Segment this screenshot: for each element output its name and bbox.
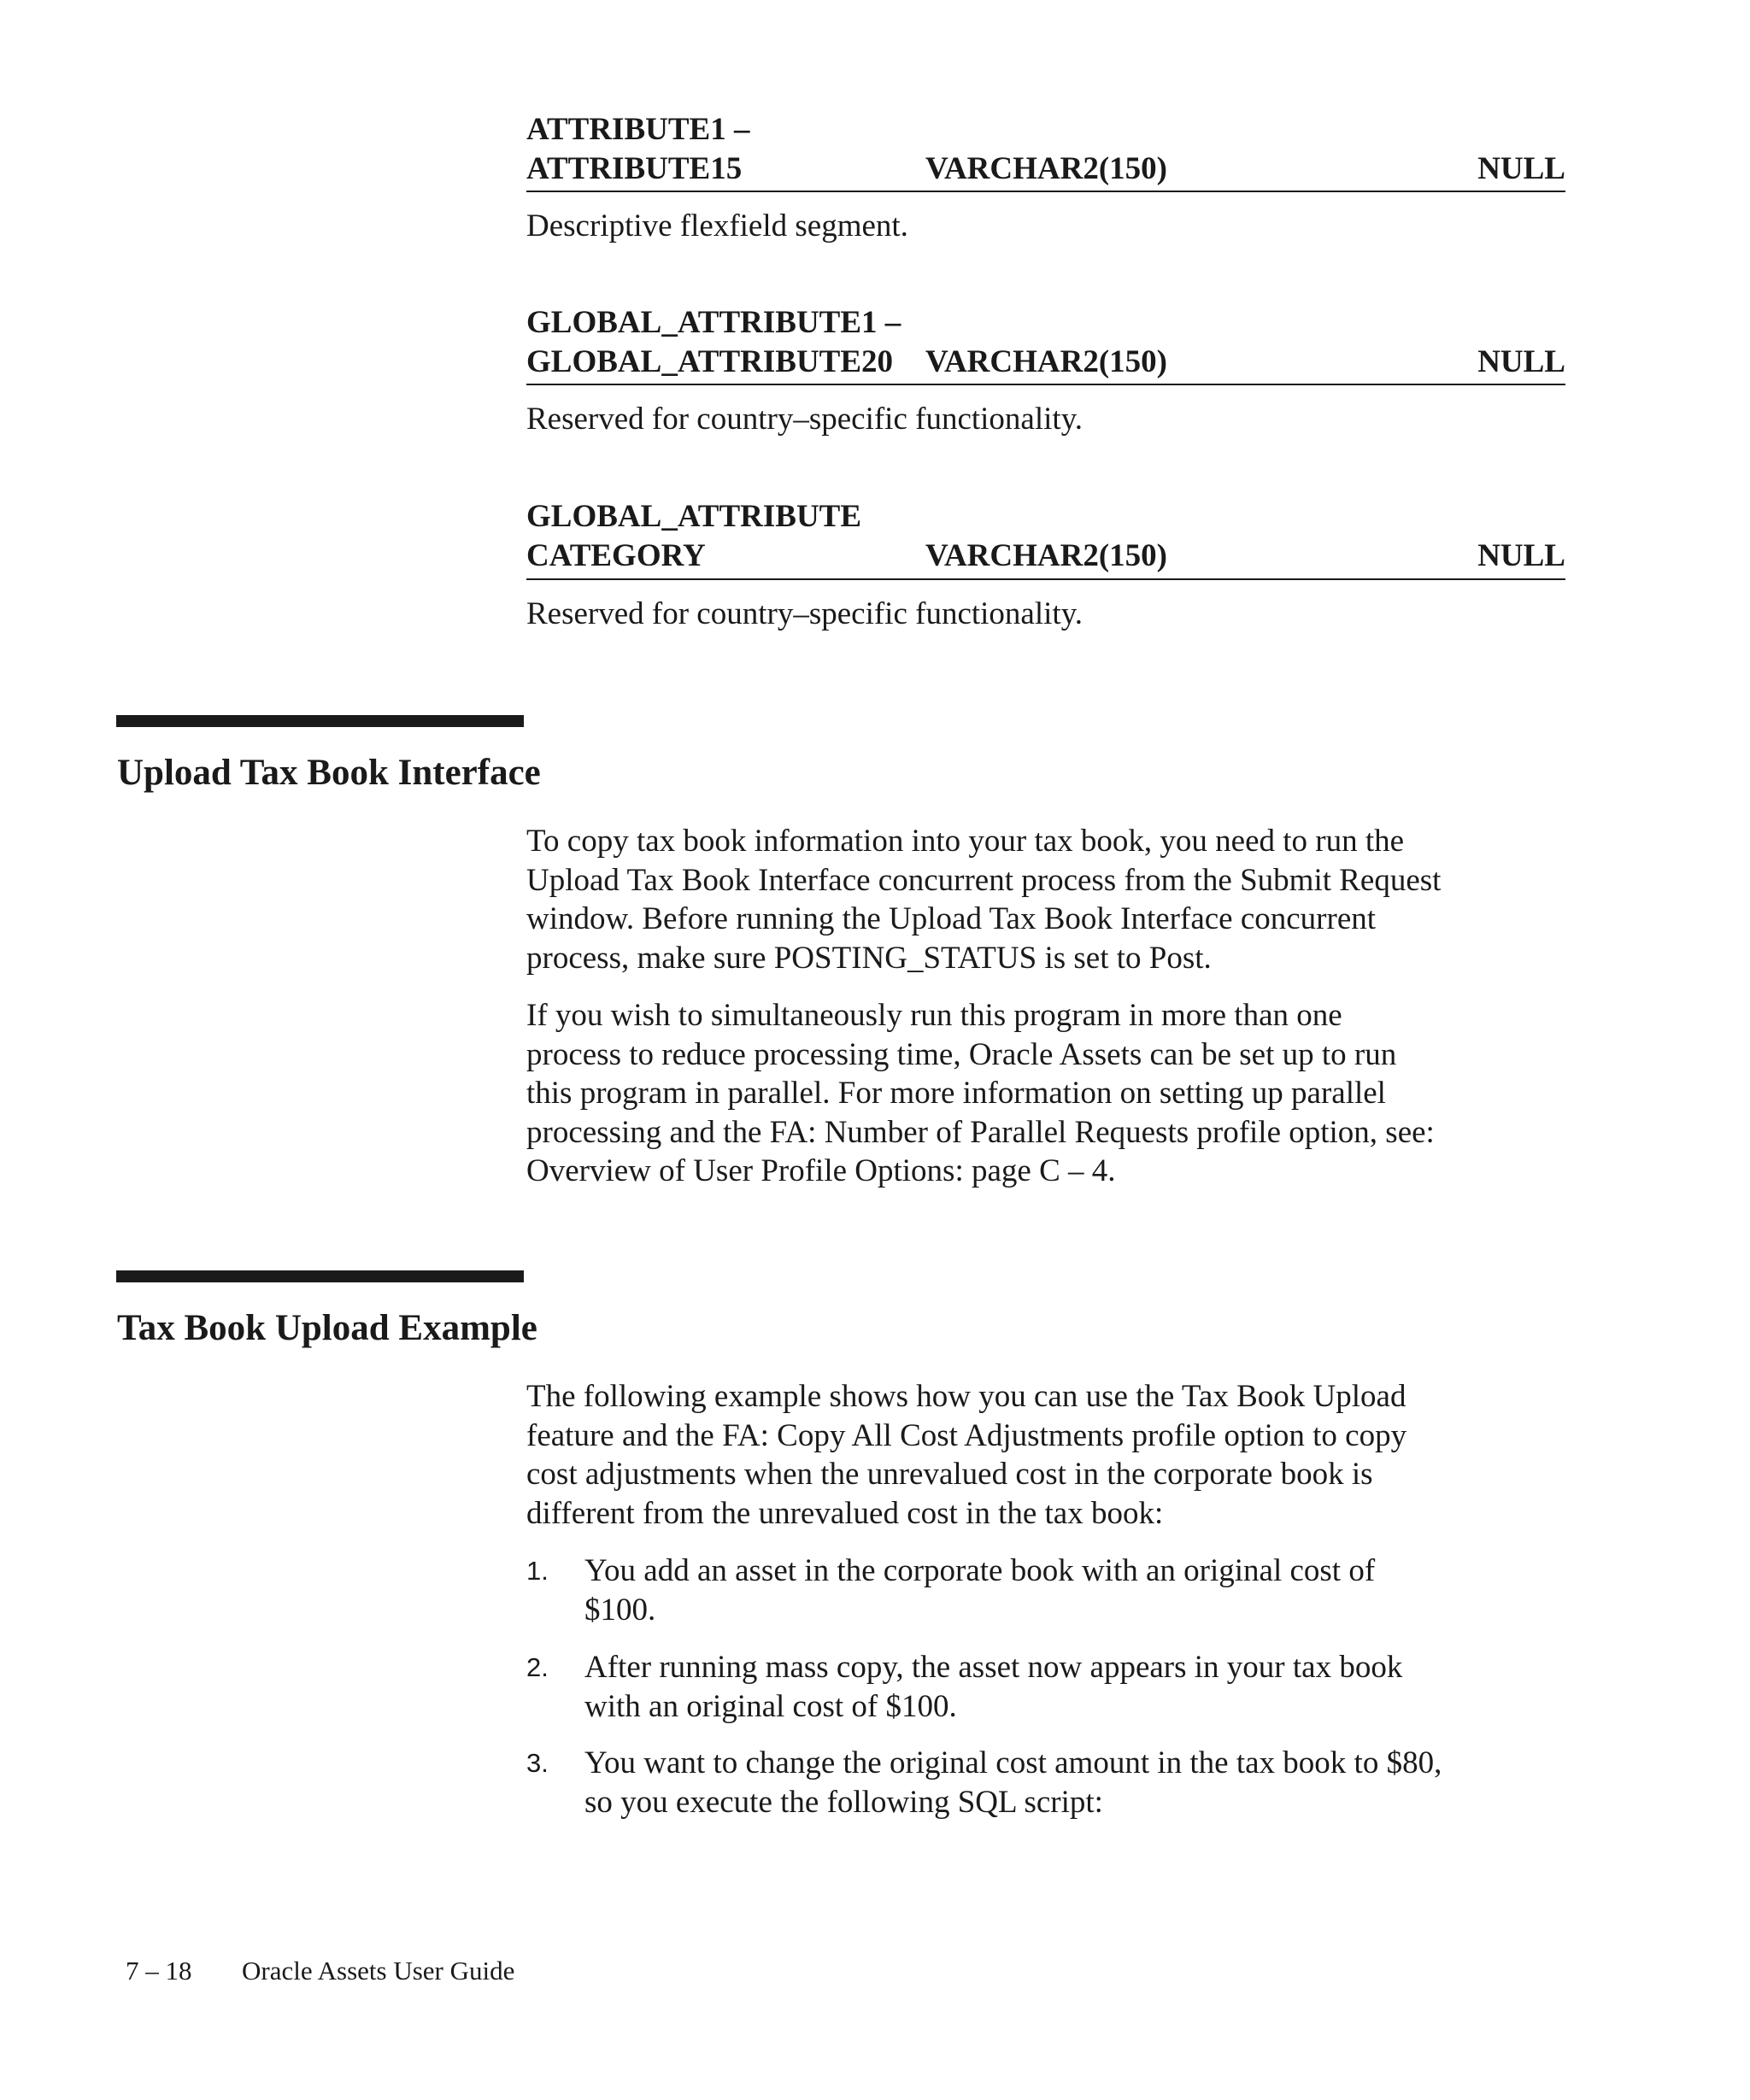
column-type: VARCHAR2(150) [925,151,1167,186]
text-line: feature and the FA: Copy All Cost Adjustments profile option to copy [526,1417,1407,1453]
column-name-line: GLOBAL_ATTRIBUTE [526,499,862,534]
column-name-line: GLOBAL_ATTRIBUTE1 – [526,305,901,340]
divider-rule [526,191,1565,192]
body-paragraph [526,822,1577,977]
text-line: cost adjustments when the unrevalued cost in the corporate book is [526,1457,1373,1492]
column-name-line: GLOBAL_ATTRIBUTE20 [526,344,894,379]
text-line: $100. [584,1592,656,1628]
column-name-line: ATTRIBUTE1 – [526,112,750,147]
column-nullability: NULL [1477,151,1565,186]
body-paragraph [526,1377,1577,1533]
step-text [584,1552,1375,1629]
column-name-line: CATEGORY [526,538,706,573]
text-line: different from the unrevalued cost in the tax book: [526,1495,1164,1531]
text-line: You want to change the original cost amount in the tax book to $80, [584,1745,1442,1780]
text-line: If you wish to simultaneously run this program in more than one [526,998,1342,1033]
step-number: 3. [526,1748,549,1778]
step-text [584,1648,1402,1726]
text-line: The following example shows how you can use the Tax Book Upload [526,1379,1406,1414]
text-line: this program in parallel. For more information on setting up parallel [526,1076,1386,1111]
text-line: process to reduce processing time, Oracle Assets can be set up to run [526,1036,1397,1072]
section-heading: Tax Book Upload Example [117,1308,537,1348]
text-line: You add an asset in the corporate book with an original cost of [584,1553,1376,1588]
text-line: so you execute the following SQL script: [584,1784,1103,1820]
section-heading: Upload Tax Book Interface [117,753,541,793]
text-line: Overview of User Profile Options: page C – 4. [526,1153,1116,1188]
text-line: with an original cost of $100. [584,1688,957,1724]
step-number: 2. [526,1652,549,1682]
text-line: After running mass copy, the asset now appears in your tax book [584,1650,1403,1685]
text-line: To copy tax book information into your tax book, you need to run the [526,824,1405,859]
divider-rule [526,384,1565,385]
text-line: process, make sure POSTING_STATUS is set to Post. [526,940,1212,976]
body-paragraph [526,996,1577,1191]
column-nullability: NULL [1477,538,1565,573]
page-number: 7 – 18 [126,1956,192,1986]
column-name-line: ATTRIBUTE15 [526,151,743,186]
text-line: Upload Tax Book Interface concurrent process from the Submit Request [526,862,1442,898]
book-title: Oracle Assets User Guide [242,1956,515,1986]
column-type: VARCHAR2(150) [925,538,1167,573]
step-text [584,1744,1442,1821]
column-description: Reserved for country–specific functionality. [526,402,1083,437]
divider-rule [526,578,1565,580]
section-bar [116,1270,524,1282]
text-line: processing and the FA: Number of Parallel Requests profile option, see: [526,1114,1435,1150]
text-line: window. Before running the Upload Tax Book Interface concurrent [526,901,1377,936]
column-description: Descriptive flexfield segment. [526,208,908,243]
step-number: 1. [526,1556,549,1586]
section-bar [116,715,524,727]
column-type: VARCHAR2(150) [925,344,1167,379]
column-nullability: NULL [1477,344,1565,379]
column-description: Reserved for country–specific functionality. [526,596,1083,631]
